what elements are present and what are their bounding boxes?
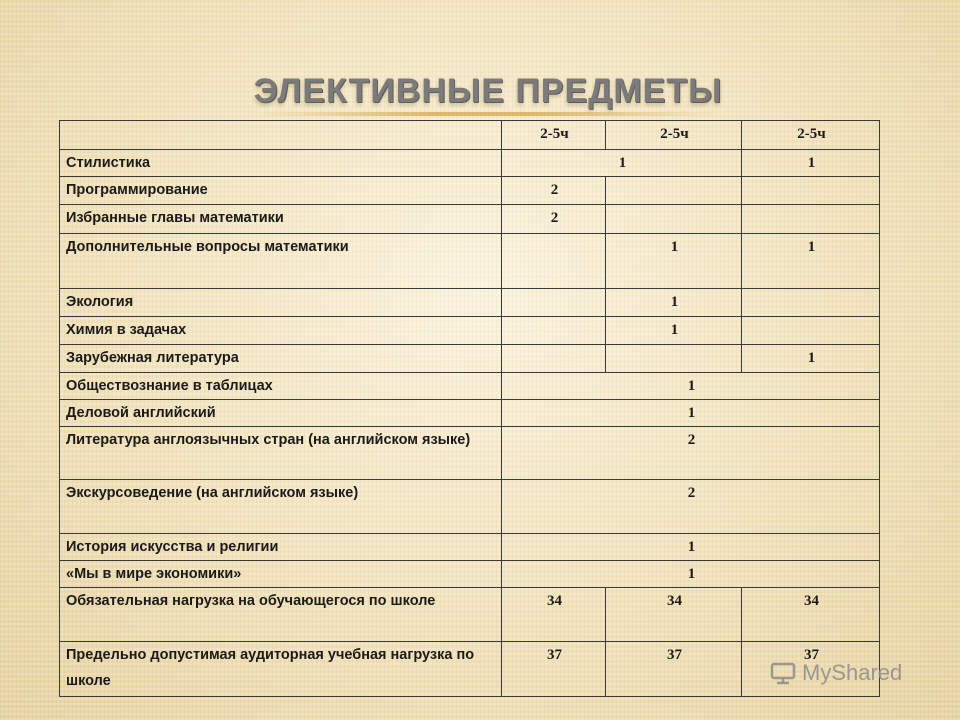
subject-name: «Мы в мире экономики» — [60, 561, 502, 588]
subject-name: Экология — [60, 289, 502, 317]
table-row — [60, 534, 880, 561]
hours-cell: 37 — [606, 642, 742, 697]
table-row — [60, 588, 880, 642]
hours-cell: 2 — [502, 205, 606, 234]
subject-name: Обществознание в таблицах — [60, 373, 502, 400]
table-row — [60, 317, 880, 345]
header-col-2: 2-5ч — [606, 121, 742, 150]
subject-name: Литература англоязычных стран (на английском языке) — [60, 427, 502, 480]
subject-name: Предельно допустимая аудиторная учебная нагрузка по школе — [60, 642, 502, 697]
hours-cell: 1 — [742, 150, 880, 177]
hours-cell: 1 — [502, 534, 880, 561]
page-title: ЭЛЕКТИВНЫЕ ПРЕДМЕТЫ — [253, 72, 723, 110]
subject-name: Избранные главы математики — [60, 205, 502, 234]
title-underline — [250, 112, 720, 116]
subject-name: Стилистика — [60, 150, 502, 177]
watermark — [770, 658, 902, 688]
hours-cell — [742, 177, 880, 205]
hours-cell — [606, 345, 742, 373]
table-row — [60, 373, 880, 400]
hours-cell: 2 — [502, 177, 606, 205]
subject-name: История искусства и религии — [60, 534, 502, 561]
table-row — [60, 289, 880, 317]
electives-table — [59, 120, 880, 697]
presentation-icon — [770, 661, 796, 685]
table-row — [60, 480, 880, 534]
hours-cell: 2 — [502, 427, 880, 480]
header-col-3: 2-5ч — [742, 121, 880, 150]
subject-name: Деловой английский — [60, 400, 502, 427]
hours-cell — [502, 234, 606, 289]
hours-cell: 1 — [502, 373, 880, 400]
table-row — [60, 177, 880, 205]
hours-cell: 1 — [606, 234, 742, 289]
hours-cell — [502, 345, 606, 373]
hours-cell: 1 — [502, 561, 880, 588]
header-col-1: 2-5ч — [502, 121, 606, 150]
hours-cell — [502, 317, 606, 345]
watermark-text: MyShared — [802, 660, 903, 685]
table-row — [60, 345, 880, 373]
subject-name: Обязательная нагрузка на обучающегося по школе — [60, 588, 502, 642]
hours-cell: 34 — [742, 588, 880, 642]
subject-name: Дополнительные вопросы математики — [60, 234, 502, 289]
hours-cell — [606, 205, 742, 234]
hours-cell: 34 — [502, 588, 606, 642]
hours-cell — [742, 317, 880, 345]
subject-name: Химия в задачах — [60, 317, 502, 345]
header-row — [60, 121, 880, 150]
hours-cell: 37 — [502, 642, 606, 697]
hours-cell — [502, 289, 606, 317]
hours-cell: 1 — [606, 317, 742, 345]
hours-cell — [606, 177, 742, 205]
hours-cell: 1 — [606, 289, 742, 317]
hours-cell: 2 — [502, 480, 880, 534]
table-row — [60, 561, 880, 588]
hours-cell: 34 — [606, 588, 742, 642]
hours-cell — [742, 289, 880, 317]
hours-cell — [742, 205, 880, 234]
hours-cell: 1 — [502, 150, 742, 177]
table-row — [60, 400, 880, 427]
table-row — [60, 205, 880, 234]
table-row — [60, 234, 880, 289]
hours-cell: 1 — [502, 400, 880, 427]
hours-cell: 1 — [742, 345, 880, 373]
hours-cell: 1 — [742, 234, 880, 289]
header-empty-cell — [60, 121, 502, 150]
subject-name: Программирование — [60, 177, 502, 205]
hours-cell: 37 — [742, 642, 880, 697]
subject-name: Экскурсоведение (на английском языке) — [60, 480, 502, 534]
table-row — [60, 150, 880, 177]
table-row — [60, 427, 880, 480]
subject-name: Зарубежная литература — [60, 345, 502, 373]
table-row — [60, 642, 880, 697]
